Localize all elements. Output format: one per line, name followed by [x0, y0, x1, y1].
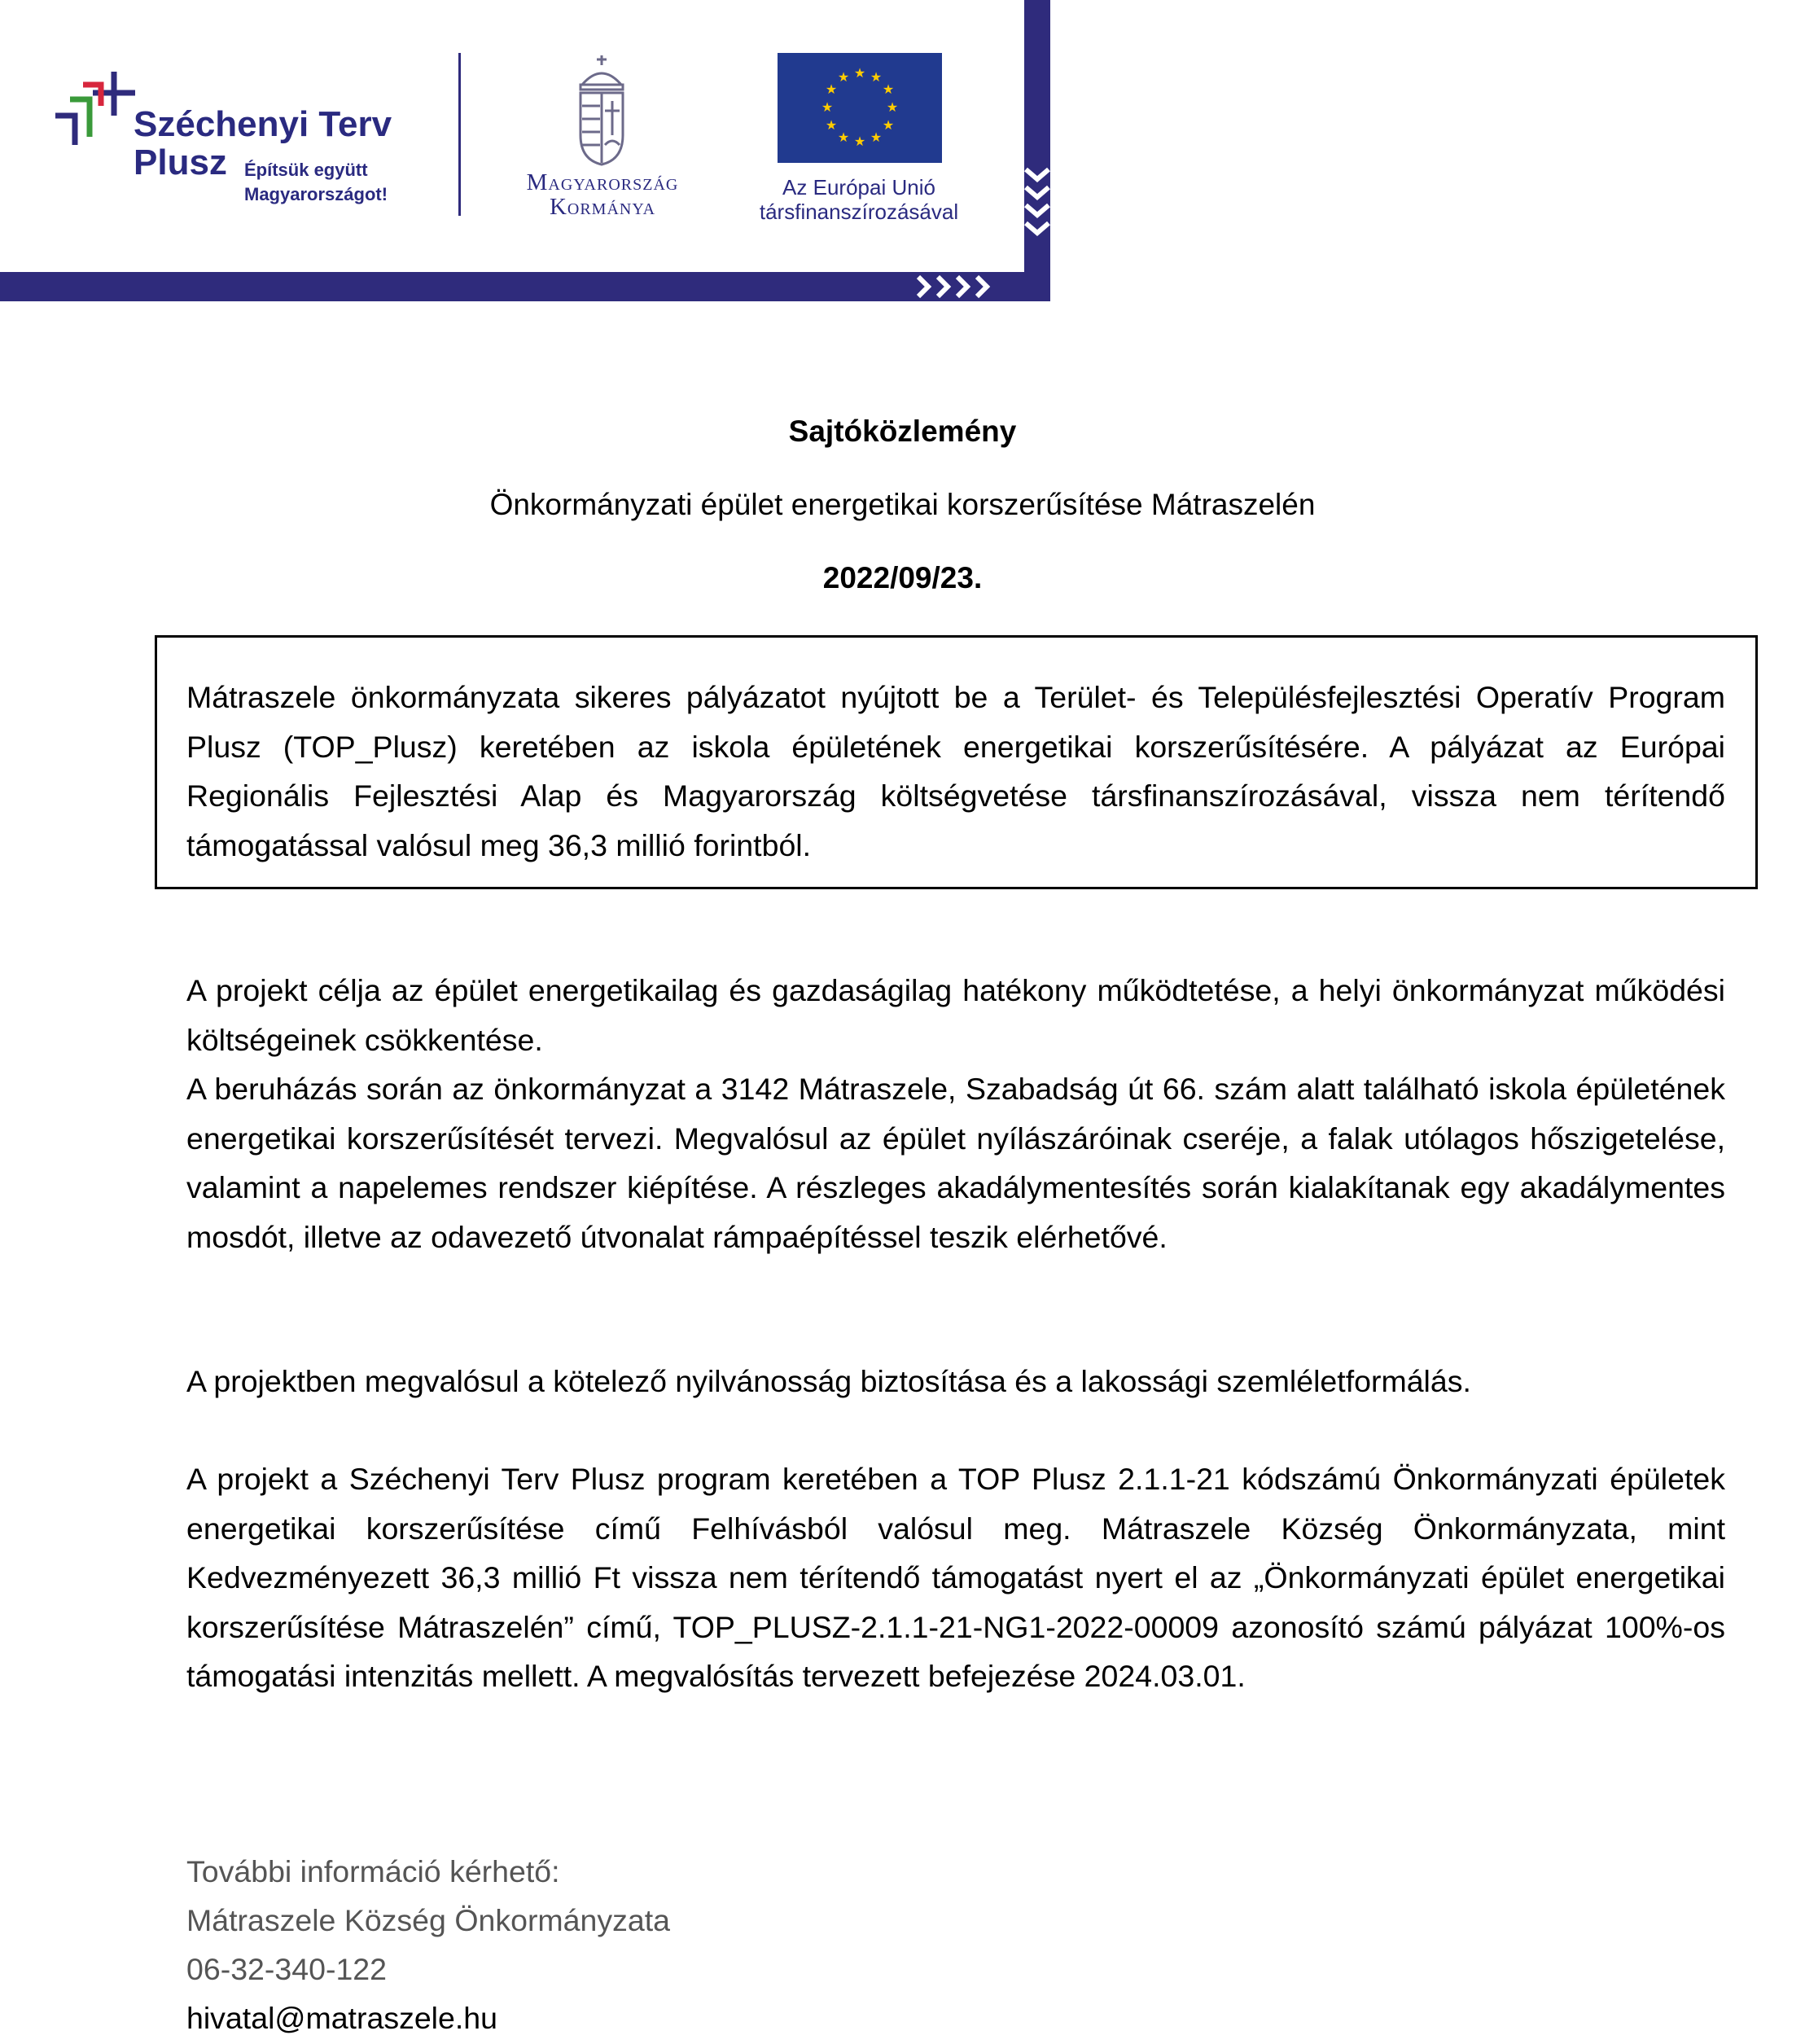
document-date: 2022/09/23. [822, 561, 983, 594]
document-title: Sajtóközlemény [788, 415, 1017, 448]
government-line1: Magyarország [526, 169, 679, 195]
eu-line2: társfinanszírozásával [759, 200, 959, 224]
contact-phone: 06-32-340-122 [186, 1952, 388, 1986]
document-subtitle: Önkormányzati épület energetikai korszerűsítése Mátraszelén [489, 488, 1316, 521]
svg-text:★: ★ [825, 117, 838, 133]
logo-divider [458, 53, 461, 216]
svg-text:★: ★ [837, 69, 850, 85]
svg-text:★: ★ [821, 99, 834, 115]
contact-email[interactable]: hivatal@matraszele.hu [186, 2001, 497, 2035]
contact-heading: További információ kérhető: [186, 1854, 560, 1888]
szechenyi-logo-icon [50, 65, 140, 155]
chevron-right-icon [912, 272, 1001, 301]
szechenyi-name-line1: Széchenyi Terv [134, 104, 392, 144]
svg-text:★: ★ [870, 69, 883, 85]
svg-text:★: ★ [825, 81, 838, 97]
coat-of-arms-icon [574, 54, 629, 168]
svg-text:★: ★ [853, 134, 866, 149]
paragraph-publicity: A projektben megvalósul a kötelező nyilvánosság biztosítása és a lakossági szemléletformálás. [186, 1364, 1471, 1398]
szechenyi-slogan-line2: Magyarországot! [244, 184, 388, 204]
banner-right-bar [1024, 0, 1050, 301]
government-line2: Kormánya [549, 194, 656, 220]
svg-text:★: ★ [870, 129, 883, 145]
eu-stars-icon [778, 53, 942, 163]
header-banner [0, 0, 1058, 309]
svg-text:★: ★ [853, 65, 866, 81]
summary-text: Mátraszele önkormányzata sikeres pályázatot nyújtott be a Terület- és Településfejlesztési Operatív Program Plusz (TOP_Plusz) keretében az iskola épületének energetikai korszerűsítésére. A pályázat az Európai Regionális Fejlesztési Alap és Magyarország költségvetése társfinanszírozásával, vissza nem térítendő támogatással valósul meg 36,3 millió forintból. [186, 680, 1725, 862]
svg-text:★: ★ [882, 117, 895, 133]
paragraph-program: A projekt a Széchenyi Terv Plusz program keretében a TOP Plusz 2.1.1-21 kódszámú Önkormányzati épületek energetikai korszerűsítése című Felhívásból valósul meg. Mátraszele Község Önkormányzata, mint Kedvezményezett 36,3 millió Ft vissza nem térítendő támogatást nyert el az „Önkormányzati épület energetikai korszerűsítése Mátraszelén” című, TOP_PLUSZ-2.1.1-21-NG1-2022-00009 azonosító számú pályázat 100%-os támogatási intenzitás mellett. A megvalósítás tervezett befejezése 2024.03.01. [186, 1462, 1725, 1693]
svg-text:★: ★ [837, 129, 850, 145]
chevron-down-icon [1022, 163, 1053, 252]
svg-text:★: ★ [886, 99, 899, 115]
svg-text:★: ★ [882, 81, 895, 97]
eu-flag [778, 53, 942, 163]
contact-organization: Mátraszele Község Önkormányzata [186, 1903, 671, 1937]
banner-bottom-bar [0, 272, 1050, 301]
paragraph-investment: A beruházás során az önkormányzat a 3142 Mátraszele, Szabadság út 66. szám alatt található iskola épületének energetikai korszerűsítését tervezi. Megvalósul az épület nyílászáróinak cseréje, a falak utólagos hőszigetelése, valamint a napelemes rendszer kiépítése. A részleges akadálymentesítés során kialakítanak egy akadálymentes mosdót, illetve az odavezető útvonalat rámpaépítéssel teszik elérhetővé. [186, 1072, 1725, 1254]
szechenyi-slogan-line1: Építsük együtt [244, 160, 368, 180]
szechenyi-name-line2: Plusz [134, 143, 227, 182]
eu-line1: Az Európai Unió [782, 175, 935, 200]
paragraph-goal: A projekt célja az épület energetikailag és gazdaságilag hatékony működtetése, a helyi önkormányzat működési költségeinek csökkentése. [186, 973, 1725, 1057]
